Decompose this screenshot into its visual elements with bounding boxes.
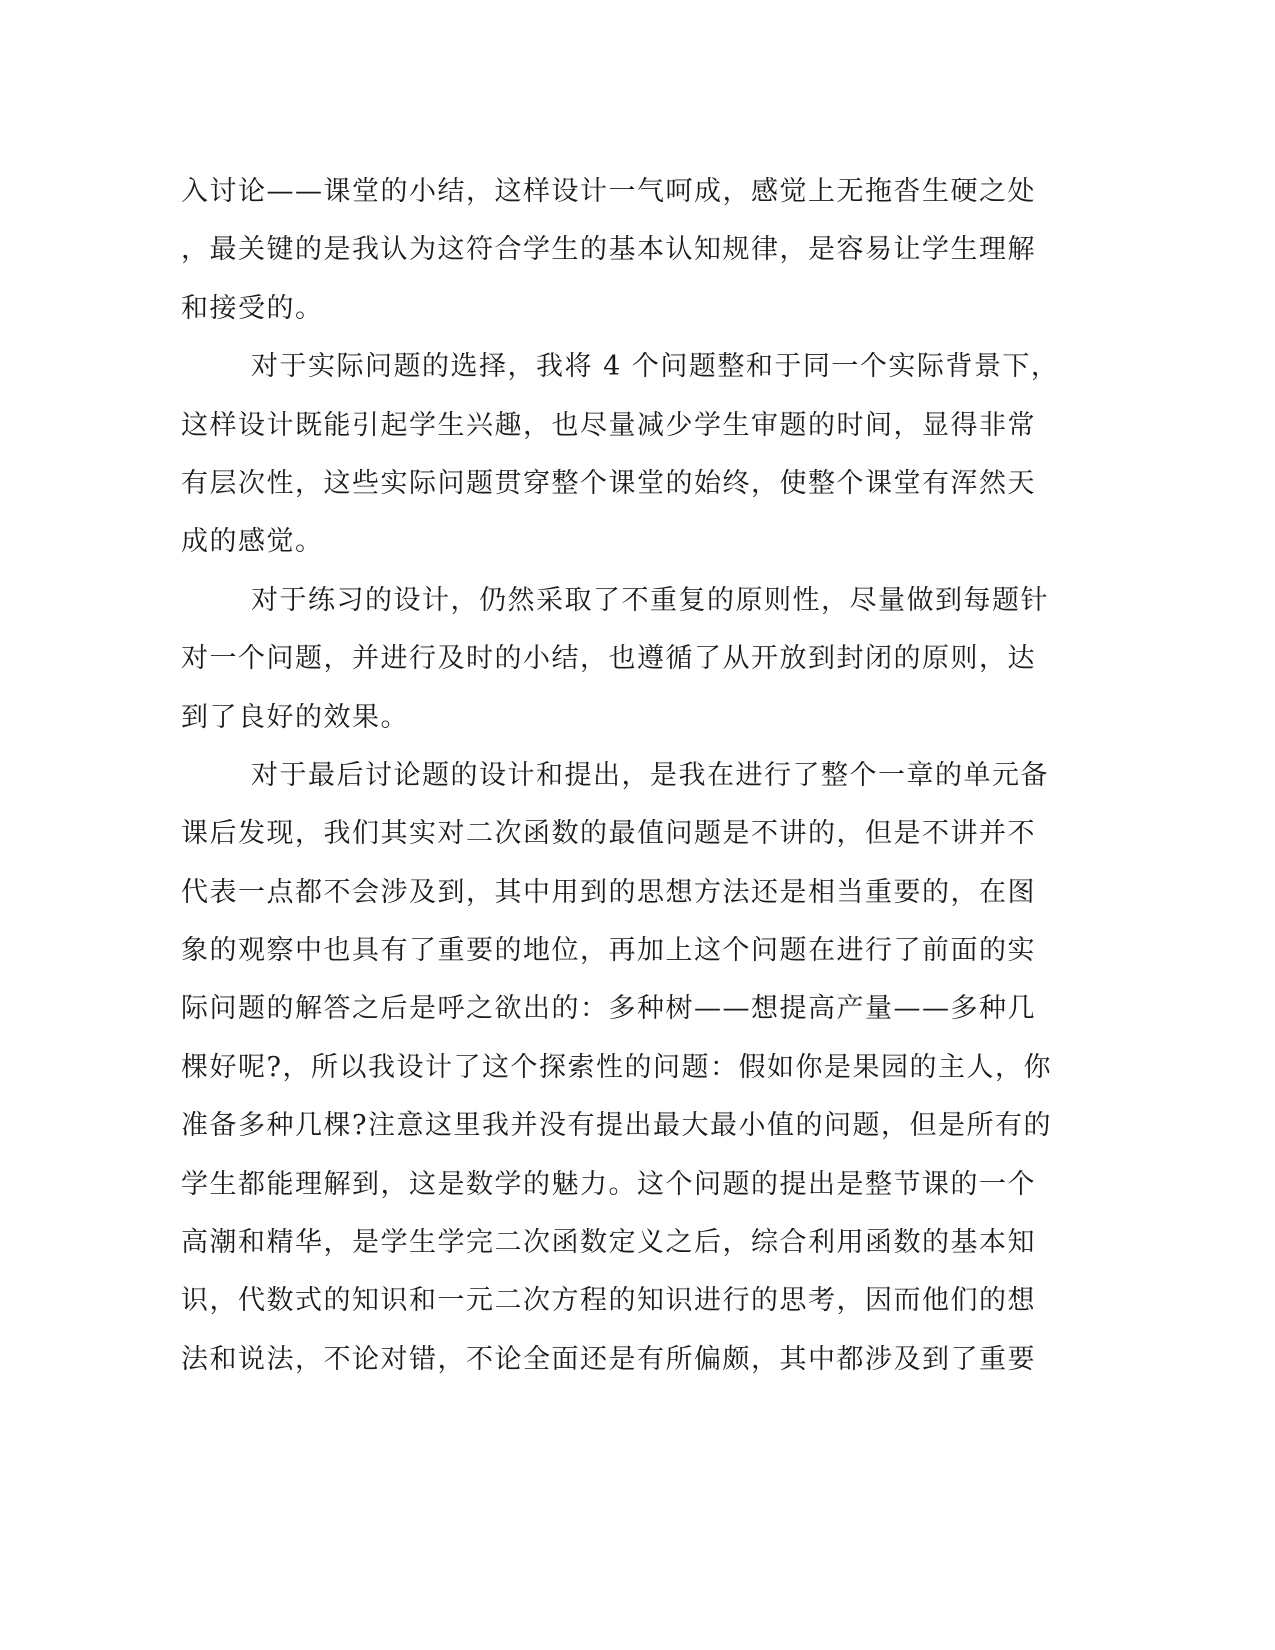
text-line: 棵好呢?，所以我设计了这个探索性的问题：假如你是果园的主人，你 — [181, 1051, 1052, 1083]
text-line: 高潮和精华，是学生学完二次函数定义之后，综合利用函数的基本知 — [181, 1227, 1036, 1259]
text-line: 对于最后讨论题的设计和提出，是我在进行了整个一章的单元备 — [251, 759, 1049, 791]
text-line: 法和说法，不论对错，不论全面还是有所偏颇，其中都涉及到了重要 — [181, 1343, 1036, 1375]
text-line: 课后发现，我们其实对二次函数的最值问题是不讲的，但是不讲并不 — [181, 818, 1036, 850]
text-line: 和接受的。 — [181, 292, 324, 324]
text-line: 象的观察中也具有了重要的地位，再加上这个问题在进行了前面的实 — [181, 935, 1036, 967]
text-line: 成的感觉。 — [181, 526, 324, 558]
text-line: 代表一点都不会涉及到，其中用到的思想方法还是相当重要的，在图 — [181, 876, 1036, 908]
text-line: 到了良好的效果。 — [181, 701, 409, 733]
text-line: 入讨论——课堂的小结，这样设计一气呵成，感觉上无拖沓生硬之处 — [181, 176, 1036, 207]
text-line: 对于实际问题的选择，我将 4 个问题整和于同一个实际背景下， — [251, 351, 1060, 383]
text-line: 对一个问题，并进行及时的小结，也遵循了从开放到封闭的原则，达 — [181, 643, 1036, 675]
text-line: 对于练习的设计，仍然采取了不重复的原则性，尽量做到每题针 — [251, 584, 1049, 616]
text-line: 学生都能理解到，这是数学的魅力。这个问题的提出是整节课的一个 — [181, 1168, 1036, 1200]
text-line: 识，代数式的知识和一元二次方程的知识进行的思考，因而他们的想 — [181, 1285, 1036, 1317]
body-text — [181, 163, 1060, 1389]
text-line: 这样设计既能引起学生兴趣，也尽量减少学生审题的时间，显得非常 — [181, 409, 1036, 441]
text-line: 有层次性，这些实际问题贯穿整个课堂的始终，使整个课堂有浑然天 — [181, 467, 1036, 499]
text-line: 准备多种几棵?注意这里我并没有提出最大最小值的问题，但是所有的 — [181, 1110, 1052, 1142]
text-line: ，最关键的是我认为这符合学生的基本认知规律，是容易让学生理解 — [181, 234, 1036, 266]
text-line: 际问题的解答之后是呼之欲出的：多种树——想提高产量——多种几 — [181, 993, 1036, 1025]
